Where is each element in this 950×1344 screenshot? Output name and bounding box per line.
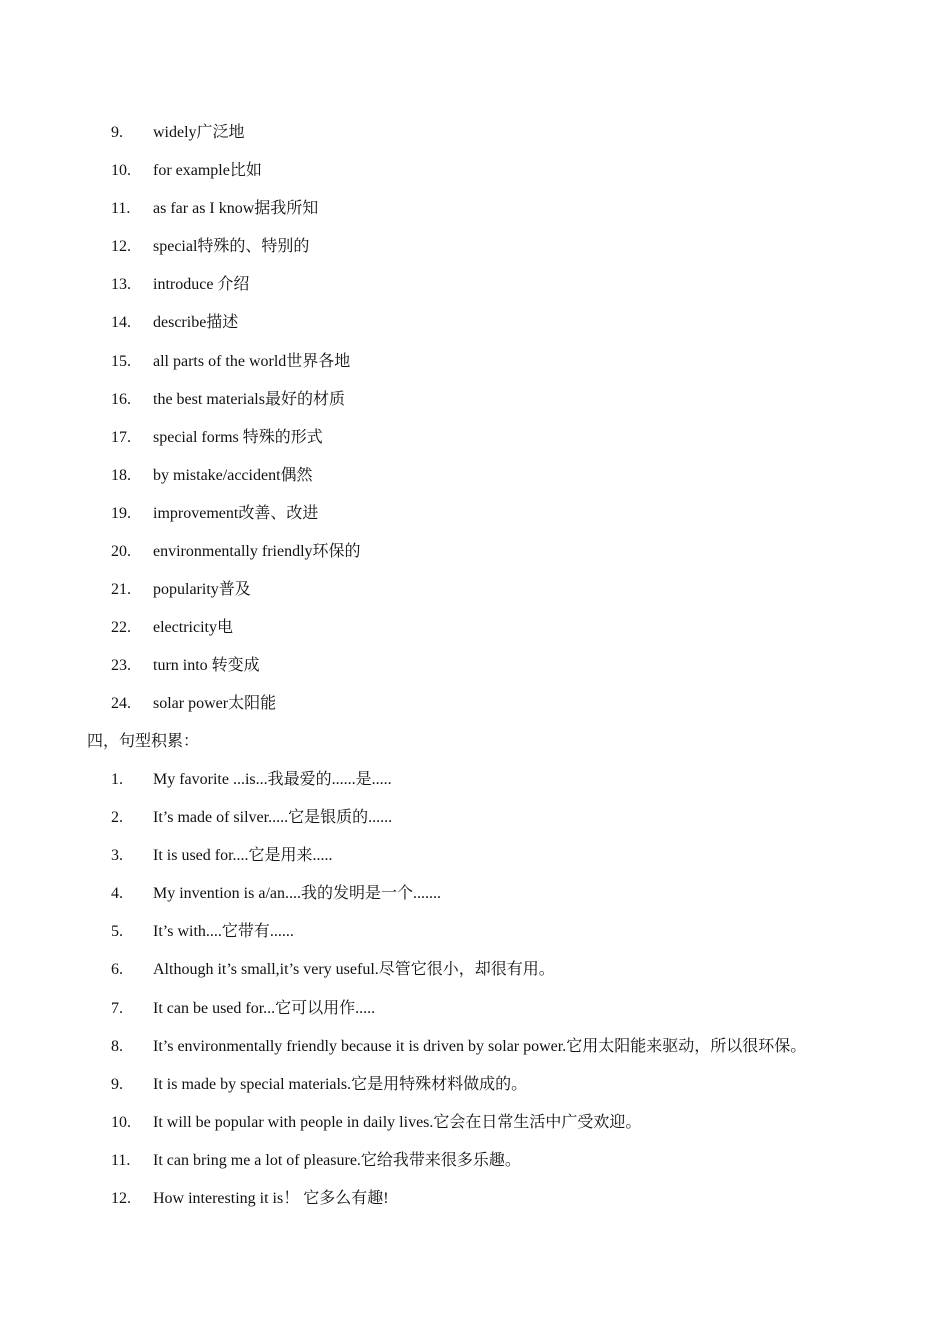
item-text: for example比如 [153,162,262,180]
item-number: 24. [111,695,131,713]
item-number: 15. [111,352,131,370]
list-item [0,343,950,381]
item-text: popularity普及 [153,581,251,599]
list-item [0,951,950,989]
list-item [0,228,950,266]
list-item [0,990,950,1028]
item-number: 9. [111,1075,123,1093]
item-number: 23. [111,657,131,675]
item-text: special特殊的、特别的 [153,238,310,256]
list-item [0,913,950,951]
list-item [0,837,950,875]
item-number: 10. [111,1113,131,1131]
item-text: improvement改善、改进 [153,504,319,522]
list-item [0,1066,950,1104]
item-text: It’s environmentally friendly because it is driven by solar power.它用太阳能来驱动，所以很环保。 [153,1037,807,1055]
list-item [0,114,950,152]
item-number: 21. [111,581,131,599]
item-number: 12. [111,238,131,256]
item-text: Although it’s small,it’s very useful.尽管它很小，却很有用。 [153,961,555,979]
list-item [0,152,950,190]
item-text: My invention is a/an....我的发明是一个....... [153,885,441,903]
item-text: environmentally friendly环保的 [153,543,361,561]
list-item [0,457,950,495]
list-item [0,266,950,304]
list-item [0,1142,950,1180]
item-number: 3. [111,847,123,865]
item-number: 19. [111,504,131,522]
item-text: widely广泛地 [153,124,245,141]
item-number: 17. [111,428,131,446]
list-item [0,799,950,837]
item-text: as far as I know据我所知 [153,200,319,218]
list-item [0,304,950,342]
item-number: 2. [111,809,123,827]
item-text: It will be popular with people in daily lives.它会在日常生活中广受欢迎。 [153,1113,642,1131]
item-text: It’s with....它带有...... [153,923,294,941]
item-text: solar power太阳能 [153,695,277,713]
item-text: electricity电 [153,619,233,637]
item-text: My favorite ...is...我最爱的......是..... [153,771,392,788]
item-text: introduce 介绍 [153,276,250,294]
item-text: all parts of the world世界各地 [153,352,351,370]
item-number: 6. [111,961,123,979]
list-item [0,875,950,913]
item-number: 4. [111,885,123,903]
list-item [0,495,950,533]
list-item [0,381,950,419]
item-text: special forms 特殊的形式 [153,428,323,446]
item-text: the best materials最好的材质 [153,390,345,408]
list-item [0,1180,950,1218]
list-item [0,609,950,647]
item-text: It is made by special materials.它是用特殊材料做成的。 [153,1075,528,1093]
item-number: 9. [111,124,123,141]
item-number: 22. [111,619,131,637]
item-number: 11. [111,200,131,218]
list-item [0,419,950,457]
item-number: 11. [111,1151,131,1169]
list-item [0,1104,950,1142]
item-number: 12. [111,1190,131,1208]
item-number: 16. [111,390,131,408]
item-number: 5. [111,923,123,941]
list-item [0,685,950,723]
item-number: 10. [111,162,131,180]
list-item [0,190,950,228]
section-heading: 四，句型积累： [87,733,200,750]
item-text: How interesting it is！ 它多么有趣! [153,1190,389,1208]
item-number: 14. [111,314,131,332]
item-number: 13. [111,276,131,294]
list-item [0,571,950,609]
item-text: describe描述 [153,314,239,332]
sentence-list [0,761,950,1218]
list-item [0,1028,950,1066]
item-number: 18. [111,466,131,484]
list-item [0,761,950,799]
item-text: It’s made of silver.....它是银质的...... [153,809,393,827]
vocabulary-list [0,114,950,724]
item-number: 7. [111,999,123,1017]
item-number: 1. [111,771,123,788]
item-number: 8. [111,1037,123,1055]
item-text: It can bring me a lot of pleasure.它给我带来很多乐趣。 [153,1151,521,1169]
item-text: It is used for....它是用来..... [153,847,333,865]
list-item [0,533,950,571]
list-item [0,647,950,685]
item-text: It can be used for...它可以用作..... [153,999,376,1017]
item-text: by mistake/accident偶然 [153,466,313,484]
item-number: 20. [111,543,131,561]
item-text: turn into 转变成 [153,657,260,675]
